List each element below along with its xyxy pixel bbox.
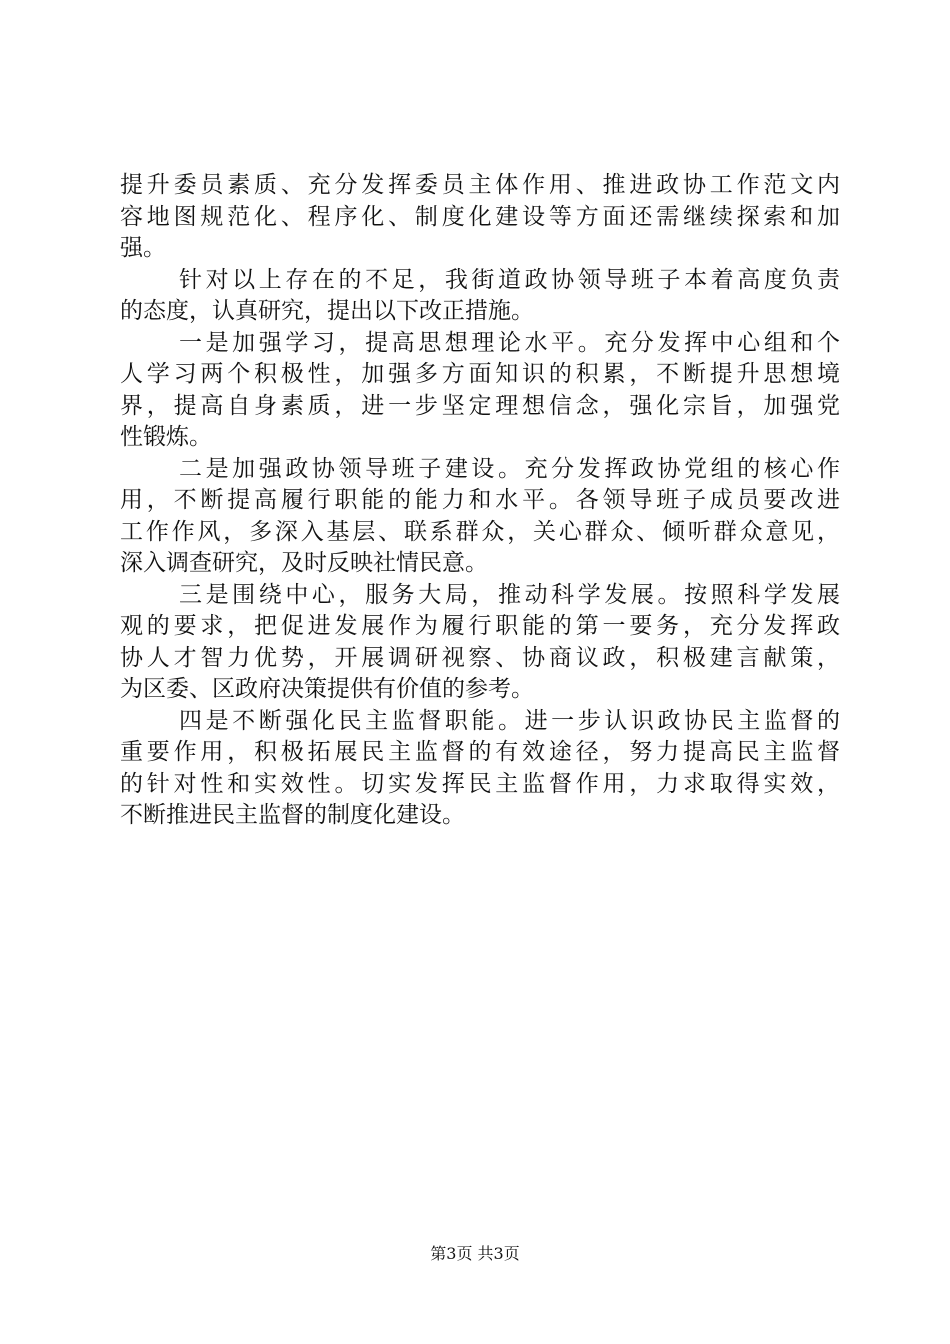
text-line: 的态度，认真研究，提出以下改正措施。 — [120, 298, 534, 324]
text-line: 提升委员素质、充分发挥委员主体作用、推进政协工作范文内 — [120, 172, 840, 198]
text-line: 重要作用，积极拓展民主监督的有效途径，努力提高民主监督 — [120, 739, 840, 765]
text-line: 一是加强学习，提高思想理论水平。充分发挥中心组和个 — [179, 329, 840, 356]
text-line: 界，提高自身素质，进一步坚定理想信念，强化宗旨，加强党 — [120, 392, 840, 419]
text-line: 三是围绕中心，服务大局，推动科学发展。按照科学发展 — [179, 581, 840, 608]
page-footer: 第3页 共3页 — [430, 1244, 520, 1263]
text-line: 协人才智力优势，开展调研视察、协商议政，积极建言献策， — [120, 644, 840, 671]
text-line: 针对以上存在的不足，我街道政协领导班子本着高度负责 — [179, 266, 840, 293]
text-line: 为区委、区政府决策提供有价值的参考。 — [120, 676, 534, 702]
text-line: 深入调查研究，及时反映社情民意。 — [120, 550, 488, 576]
text-line: 性锻炼。 — [120, 424, 212, 450]
text-line: 不断推进民主监督的制度化建设。 — [120, 802, 465, 828]
text-line: 观的要求，把促进发展作为履行职能的第一要务，充分发挥政 — [120, 613, 840, 639]
text-line: 二是加强政协领导班子建设。充分发挥政协党组的核心作 — [179, 455, 840, 482]
document-body — [120, 170, 840, 832]
text-line: 四是不断强化民主监督职能。进一步认识政协民主监督的 — [179, 707, 840, 734]
text-line: 的针对性和实效性。切实发挥民主监督作用，力求取得实效， — [120, 770, 840, 797]
text-line: 用，不断提高履行职能的能力和水平。各领导班子成员要改进 — [120, 487, 840, 513]
text-line: 工作作风，多深入基层、联系群众，关心群众、倾听群众意见， — [120, 518, 840, 545]
text-line: 容地图规范化、程序化、制度化建设等方面还需继续探索和加 — [120, 203, 840, 230]
text-line: 人学习两个积极性，加强多方面知识的积累，不断提升思想境 — [120, 361, 840, 387]
text-line: 强。 — [120, 235, 166, 261]
